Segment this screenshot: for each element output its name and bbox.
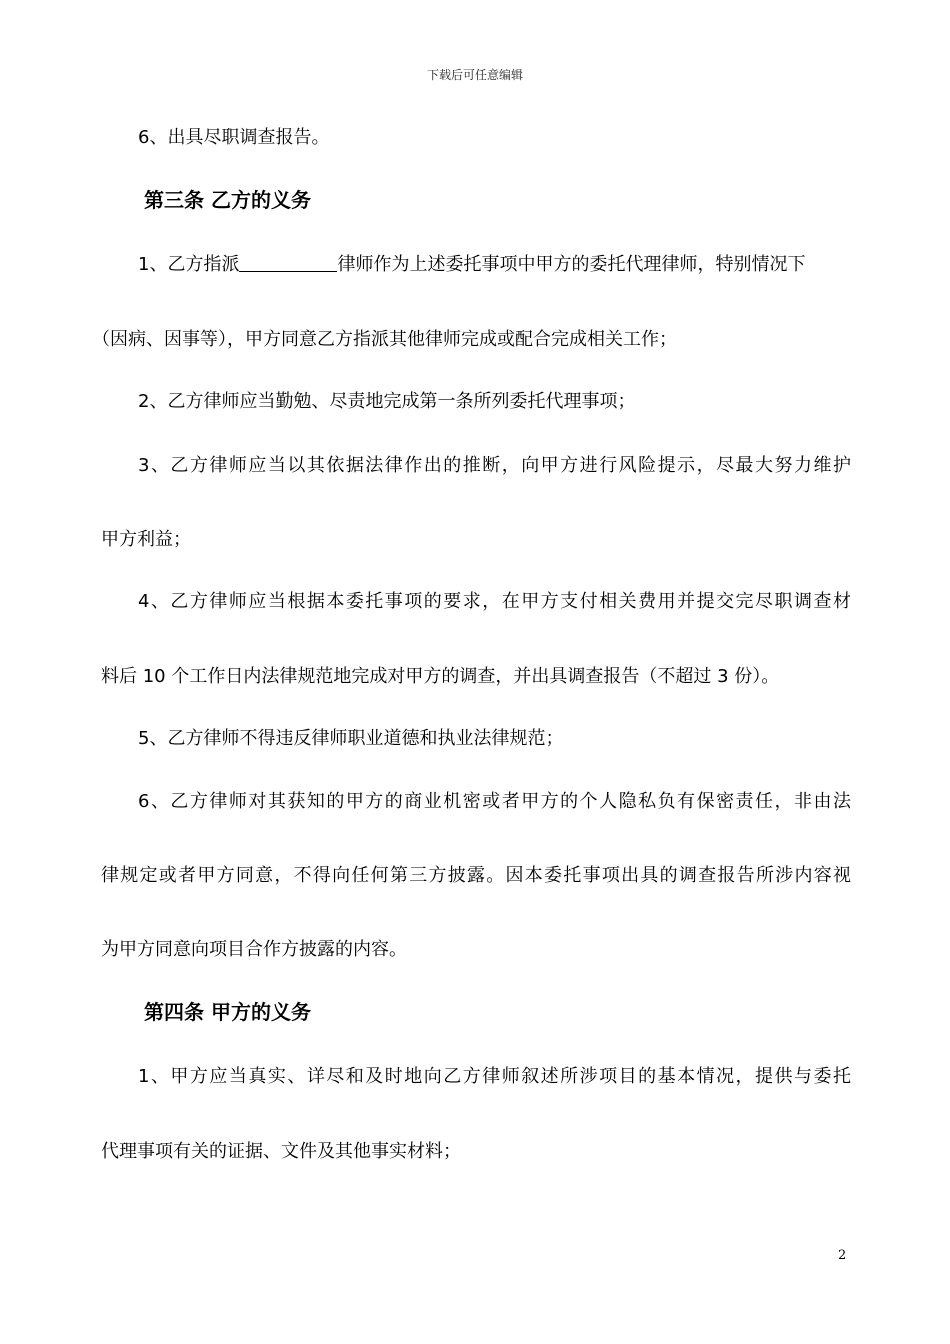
paragraph-line: 甲方利益； (101, 529, 191, 550)
text-segment: 律师作为上述委托事项中甲方的委托代理律师，特别情况下 (337, 254, 806, 275)
page-number: 2 (838, 1248, 847, 1263)
fill-in-blank (239, 253, 337, 272)
paragraph-line: 为甲方同意向项目合作方披露的内容。 (101, 939, 407, 960)
paragraph-line: 5、乙方律师不得违反律师职业道德和执业法律规范； (138, 728, 564, 749)
section-heading-article-4: 第四条 甲方的义务 (144, 1000, 311, 1024)
paragraph-line: 1、甲方应当真实、详尽和及时地向乙方律师叙述所涉项目的基本情况，提供与委托 (138, 1066, 851, 1087)
paragraph-line: 6、出具尽职调查报告。 (138, 127, 330, 148)
section-heading-article-3: 第三条 乙方的义务 (144, 188, 311, 212)
paragraph-line: 3、乙方律师应当以其依据法律作出的推断，向甲方进行风险提示，尽最大努力维护 (138, 455, 851, 476)
paragraph-line: 律规定或者甲方同意，不得向任何第三方披露。因本委托事项出具的调查报告所涉内容视 (101, 865, 851, 886)
paragraph-line: 代理事项有关的证据、文件及其他事实材料； (101, 1141, 461, 1162)
paragraph-line (138, 253, 851, 277)
paragraph-line: 料后 10 个工作日内法律规范地完成对甲方的调查，并出具调查报告（不超过 3 份）。 (101, 666, 780, 687)
paragraph-line: 6、乙方律师对其获知的甲方的商业机密或者甲方的个人隐私负有保密责任，非由法 (138, 791, 851, 812)
paragraph-line: （因病、因事等），甲方同意乙方指派其他律师完成或配合完成相关工作； (92, 329, 677, 350)
page-header: 下载后可任意编辑 (426, 68, 523, 82)
text-segment: 1、乙方指派 (138, 254, 240, 275)
paragraph-line: 2、乙方律师应当勤勉、尽责地完成第一条所列委托代理事项； (138, 391, 636, 412)
paragraph-line: 4、乙方律师应当根据本委托事项的要求，在甲方支付相关费用并提交完尽职调查材 (138, 591, 851, 612)
